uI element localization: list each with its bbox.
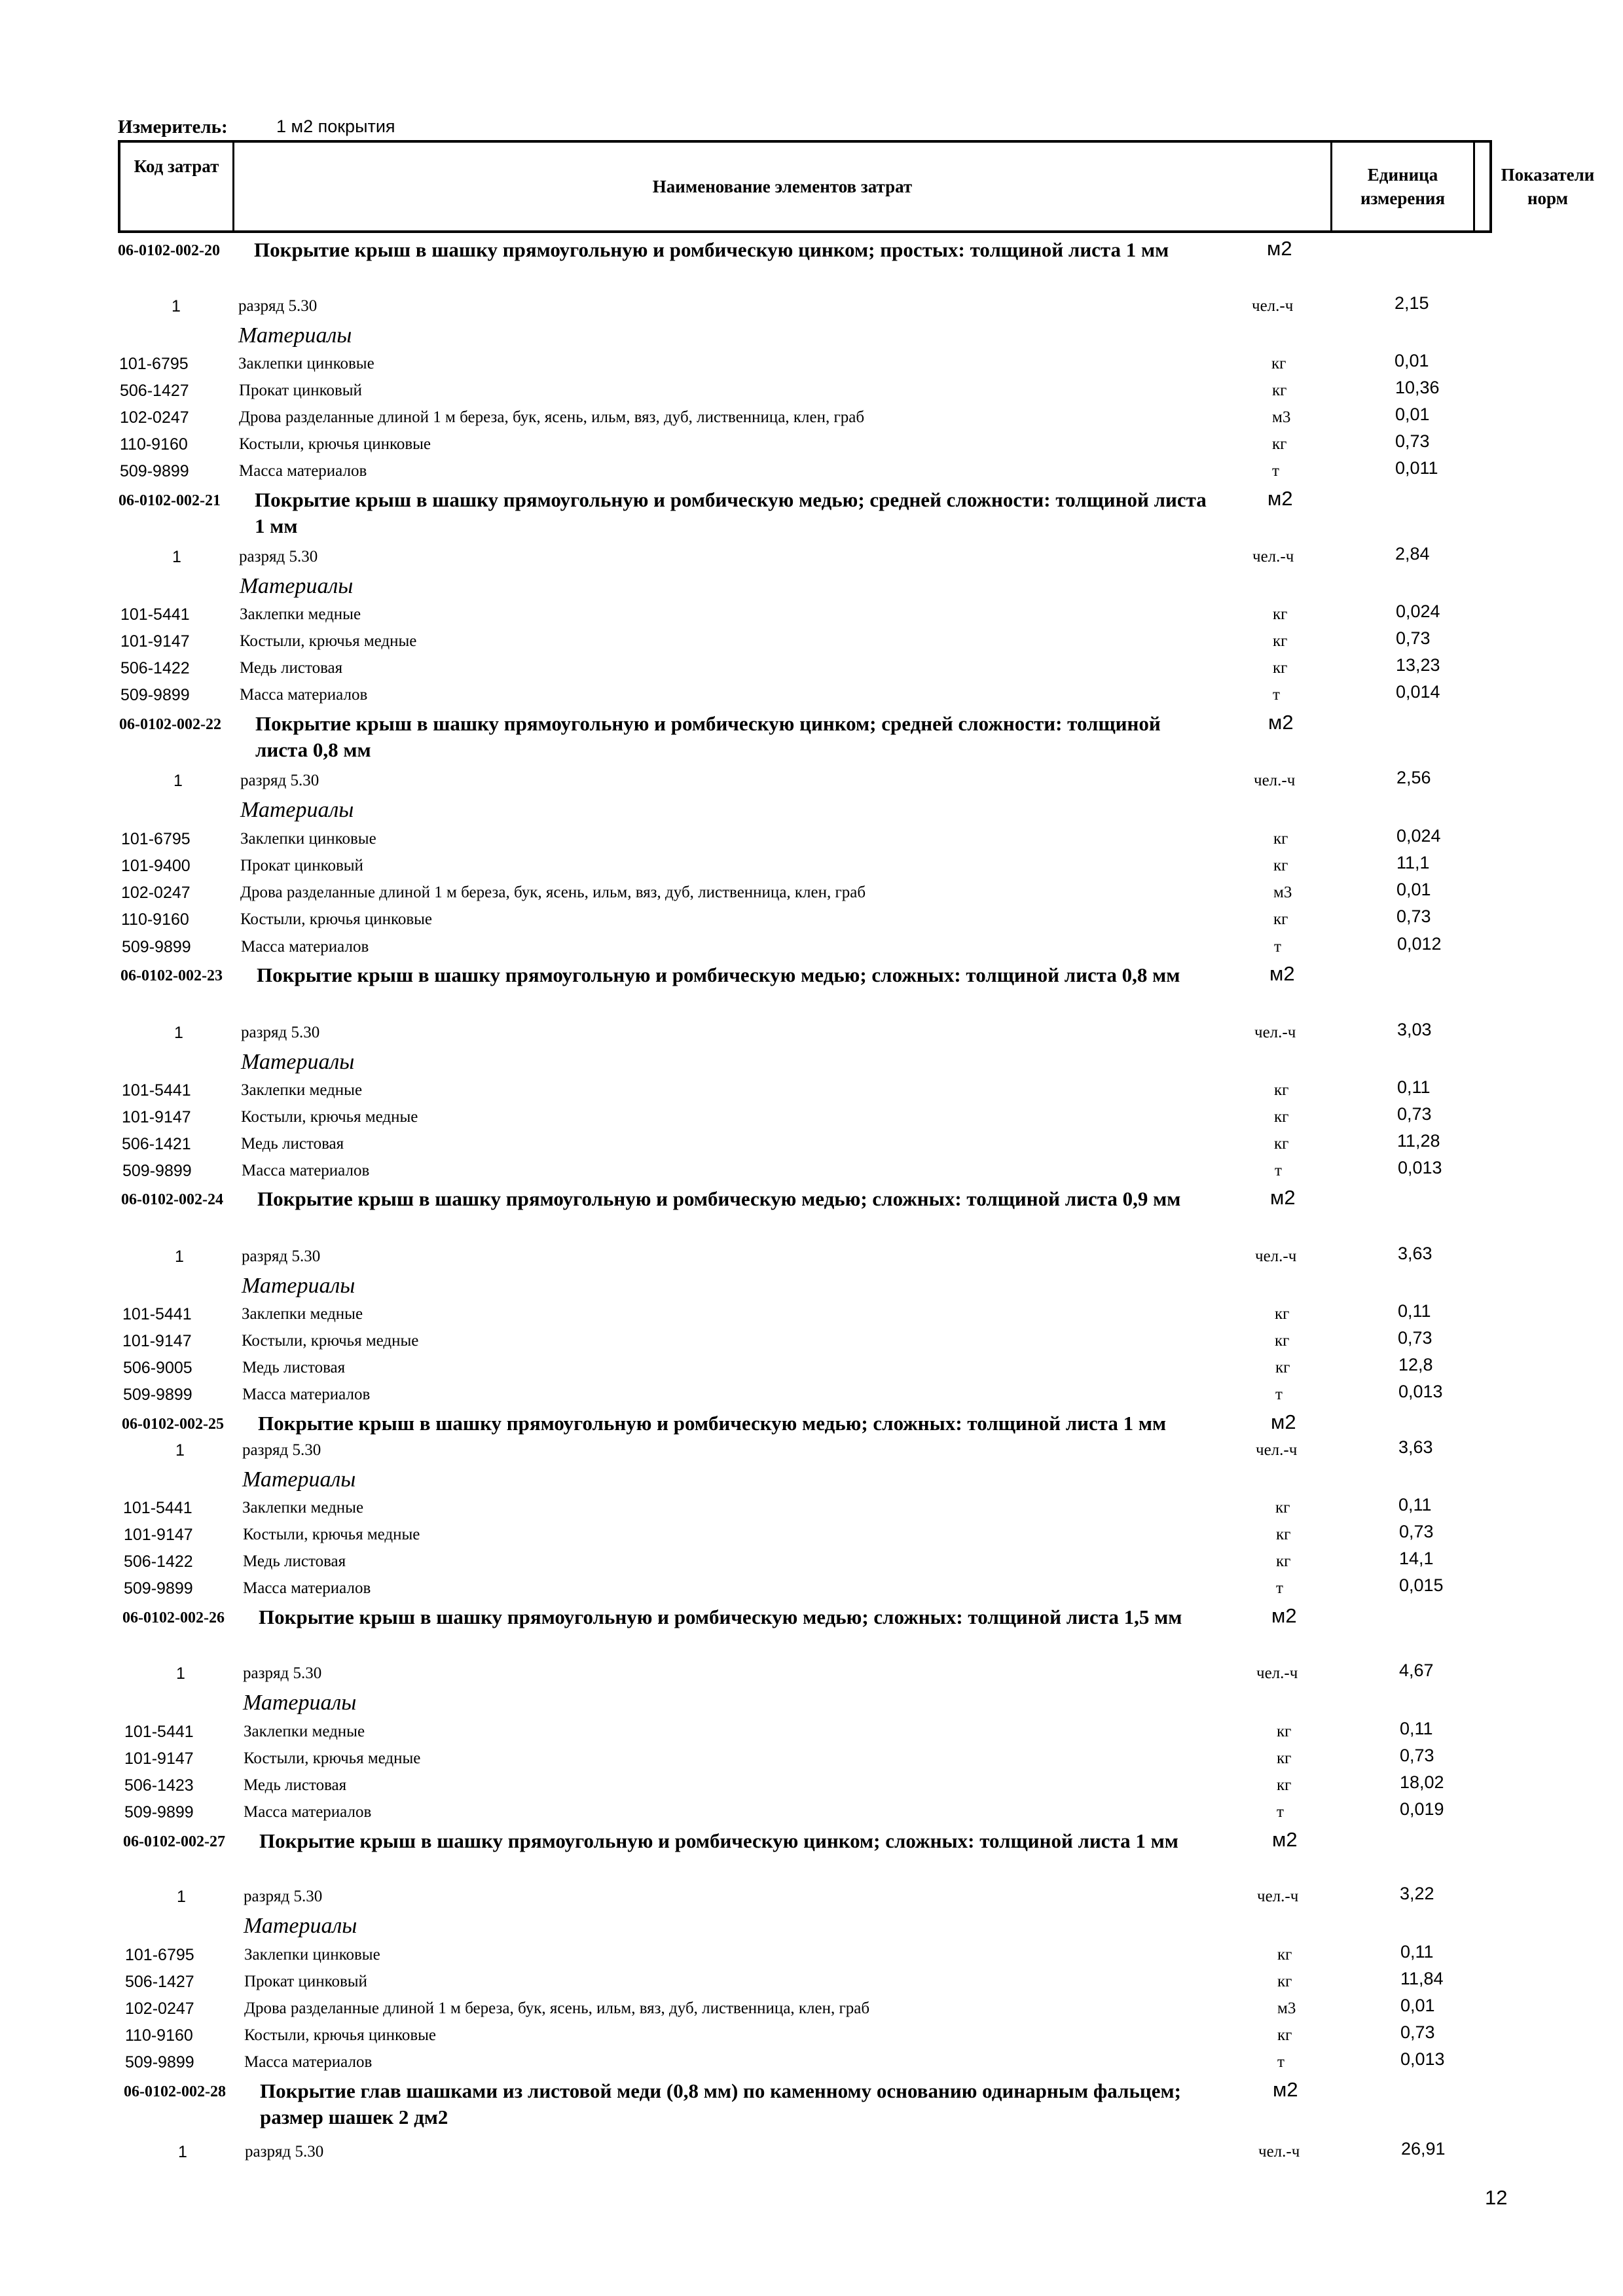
materials-heading: Материалы bbox=[244, 1914, 357, 1938]
row-unit: т bbox=[1277, 2053, 1285, 2071]
row-unit: кг bbox=[1277, 2026, 1292, 2044]
row-unit: кг bbox=[1275, 1359, 1290, 1376]
row-code: 509-9899 bbox=[122, 1162, 192, 1180]
row-code: 101-9147 bbox=[122, 1108, 191, 1126]
row-unit: м2 bbox=[1272, 1828, 1298, 1851]
row-unit: чел.-ч bbox=[1252, 548, 1294, 565]
row-name: Дрова разделанные длиной 1 м береза, бук, ясень, ильм, вяз, дуб, лиственница, клен, граб bbox=[244, 2000, 870, 2017]
row-unit: чел.-ч bbox=[1254, 1024, 1296, 1041]
row-name: Покрытие крыш в шашку прямоугольную и ромбическую цинком; простых: толщиной листа 1 мм bbox=[254, 238, 1169, 261]
row-unit: м2 bbox=[1271, 1410, 1296, 1433]
row-name: Костыли, крючья медные bbox=[244, 1749, 421, 1767]
row-value: 26,91 bbox=[1401, 2139, 1446, 2159]
row-value: 0,019 bbox=[1400, 1799, 1444, 1819]
row-name: Заклепки цинковые bbox=[240, 830, 376, 848]
row-unit: кг bbox=[1276, 1526, 1291, 1543]
row-code: 101-6795 bbox=[121, 830, 191, 848]
row-code: 509-9899 bbox=[125, 2053, 194, 2072]
row-name: Покрытие крыш в шашку прямоугольную и ромбическую медью; сложных: толщиной листа 0,8 мм bbox=[257, 963, 1180, 986]
row-value: 0,73 bbox=[1397, 1104, 1432, 1124]
row-name: Масса материалов bbox=[244, 2053, 373, 2071]
row-code: 102-0247 bbox=[120, 408, 189, 427]
row-name: разряд 5.30 bbox=[245, 2143, 324, 2161]
row-code: 101-6795 bbox=[119, 355, 189, 373]
row-code: 1 bbox=[175, 1441, 185, 1460]
row-value: 0,01 bbox=[1395, 351, 1429, 370]
row-name: разряд 5.30 bbox=[242, 1441, 321, 1459]
row-code: 06-0102-002-23 bbox=[120, 967, 223, 984]
row-name: разряд 5.30 bbox=[238, 297, 318, 315]
row-code: 1 bbox=[173, 772, 183, 790]
row-value: 2,56 bbox=[1396, 768, 1431, 787]
row-name: разряд 5.30 bbox=[243, 1664, 322, 1682]
materials-heading: Материалы bbox=[238, 323, 352, 348]
row-unit: кг bbox=[1275, 1305, 1290, 1323]
row-value: 0,013 bbox=[1398, 1382, 1443, 1401]
row-code: 101-5441 bbox=[122, 1305, 192, 1323]
row-code: 101-9147 bbox=[124, 1749, 194, 1768]
row-unit: кг bbox=[1273, 857, 1288, 874]
row-unit: т bbox=[1272, 462, 1279, 480]
row-name: Костыли, крючья цинковые bbox=[244, 2026, 437, 2044]
row-value: 0,73 bbox=[1395, 431, 1430, 451]
row-code: 509-9899 bbox=[123, 1386, 192, 1404]
row-unit: кг bbox=[1277, 1776, 1292, 1794]
row-name: Костыли, крючья медные bbox=[240, 632, 417, 650]
row-value: 18,02 bbox=[1400, 1772, 1444, 1792]
header-unit-line2: измерения bbox=[1360, 188, 1446, 208]
row-value: 0,73 bbox=[1400, 1746, 1434, 1765]
row-code: 506-1427 bbox=[125, 1973, 194, 1991]
row-name: Медь листовая bbox=[241, 1135, 344, 1153]
row-unit: м2 bbox=[1273, 2078, 1298, 2101]
row-unit: кг bbox=[1277, 1723, 1292, 1740]
row-code: 101-5441 bbox=[123, 1499, 192, 1517]
row-code: 06-0102-002-27 bbox=[123, 1833, 225, 1850]
row-code: 101-5441 bbox=[120, 605, 190, 624]
materials-heading: Материалы bbox=[240, 798, 354, 822]
row-value: 0,024 bbox=[1396, 826, 1441, 846]
row-code: 102-0247 bbox=[125, 2000, 194, 2018]
row-code: 06-0102-002-24 bbox=[121, 1191, 223, 1208]
row-code: 506-1421 bbox=[122, 1135, 191, 1153]
materials-heading: Материалы bbox=[243, 1691, 357, 1715]
row-code: 110-9160 bbox=[125, 2026, 193, 2045]
row-code: 101-5441 bbox=[124, 1723, 194, 1741]
row-unit: чел.-ч bbox=[1254, 772, 1296, 789]
row-name: Дрова разделанные длиной 1 м береза, бук, ясень, ильм, вяз, дуб, лиственница, клен, граб bbox=[239, 408, 865, 426]
row-value: 0,73 bbox=[1396, 628, 1431, 648]
row-code: 1 bbox=[177, 1888, 186, 1906]
row-code: 506-9005 bbox=[123, 1359, 192, 1377]
row-unit: т bbox=[1277, 1803, 1284, 1821]
row-value: 3,63 bbox=[1398, 1437, 1433, 1457]
row-name: Масса материалов bbox=[244, 1803, 372, 1821]
row-value: 0,024 bbox=[1396, 601, 1440, 621]
row-value: 10,36 bbox=[1395, 378, 1440, 397]
row-name: Масса материалов bbox=[242, 1162, 370, 1179]
row-name: Заклепки цинковые bbox=[238, 355, 374, 372]
row-unit: кг bbox=[1273, 605, 1288, 623]
row-value: 4,67 bbox=[1399, 1660, 1434, 1680]
row-code: 101-9147 bbox=[122, 1332, 192, 1350]
row-value: 2,84 bbox=[1395, 544, 1430, 564]
row-value: 0,01 bbox=[1395, 404, 1430, 424]
row-unit: т bbox=[1275, 1162, 1282, 1179]
row-unit: кг bbox=[1273, 659, 1288, 677]
row-value: 0,01 bbox=[1396, 880, 1431, 899]
row-code: 1 bbox=[172, 548, 181, 566]
row-name: Покрытие крыш в шашку прямоугольную и ромбическую цинком; средней сложности: толщиной листа 0,8 мм bbox=[255, 712, 1161, 761]
row-value: 0,11 bbox=[1400, 1942, 1434, 1962]
row-unit: чел.-ч bbox=[1256, 1664, 1298, 1682]
row-unit: кг bbox=[1275, 1332, 1290, 1350]
row-unit: кг bbox=[1277, 1946, 1292, 1964]
row-value: 13,23 bbox=[1396, 655, 1440, 675]
row-unit: чел.-ч bbox=[1252, 297, 1294, 315]
row-code: 06-0102-002-28 bbox=[124, 2083, 226, 2100]
header-code: Код затрат bbox=[120, 143, 234, 230]
row-value: 0,014 bbox=[1396, 682, 1440, 702]
row-name: Масса материалов bbox=[242, 1386, 371, 1403]
row-code: 509-9899 bbox=[122, 938, 191, 956]
row-code: 06-0102-002-22 bbox=[119, 716, 221, 733]
row-code: 101-9147 bbox=[124, 1526, 193, 1544]
row-name: Костыли, крючья медные bbox=[241, 1108, 418, 1126]
row-value: 0,013 bbox=[1398, 1158, 1442, 1177]
row-unit: м3 bbox=[1272, 408, 1291, 426]
row-unit: м2 bbox=[1267, 237, 1292, 260]
page-number: 12 bbox=[1485, 2186, 1508, 2209]
row-value: 0,11 bbox=[1398, 1301, 1431, 1321]
row-value: 0,013 bbox=[1400, 2049, 1445, 2069]
row-name: Покрытие крыш в шашку прямоугольную и ромбическую медью; средней сложности: толщиной листа 1 мм bbox=[255, 488, 1207, 537]
row-unit: кг bbox=[1276, 1552, 1291, 1570]
row-code: 506-1427 bbox=[120, 382, 189, 400]
row-unit: кг bbox=[1272, 382, 1287, 399]
row-name: Медь листовая bbox=[242, 1359, 346, 1376]
row-value: 0,73 bbox=[1396, 906, 1431, 926]
row-code: 1 bbox=[178, 2143, 187, 2161]
materials-heading: Материалы bbox=[242, 1274, 356, 1298]
row-value: 11,28 bbox=[1397, 1131, 1440, 1151]
row-name: Заклепки медные bbox=[242, 1305, 363, 1323]
row-unit: чел.-ч bbox=[1256, 1441, 1298, 1459]
row-name: Покрытие крыш в шашку прямоугольную и ромбическую медью; сложных: толщиной листа 1 мм bbox=[258, 1412, 1167, 1435]
row-value: 0,011 bbox=[1395, 458, 1438, 478]
row-value: 0,015 bbox=[1399, 1575, 1444, 1595]
row-code: 102-0247 bbox=[121, 884, 191, 902]
row-unit: м2 bbox=[1268, 711, 1294, 734]
meter-label: Измеритель: bbox=[118, 117, 228, 137]
row-code: 509-9899 bbox=[124, 1803, 194, 1821]
row-value: 0,11 bbox=[1398, 1495, 1432, 1515]
row-code: 509-9899 bbox=[120, 686, 190, 704]
row-name: разряд 5.30 bbox=[241, 1024, 320, 1041]
row-name: Масса материалов bbox=[239, 462, 367, 480]
row-code: 06-0102-002-25 bbox=[122, 1416, 224, 1433]
row-name: Покрытие глав шашками из листовой меди (0,8 мм) по каменному основанию одинарным фальцем; размер шашек 2 дм2 bbox=[260, 2079, 1181, 2128]
row-name: Заклепки медные bbox=[244, 1723, 365, 1740]
row-name: Заклепки медные bbox=[240, 605, 361, 623]
row-code: 101-6795 bbox=[125, 1946, 194, 1964]
row-unit: кг bbox=[1272, 435, 1287, 453]
row-unit: кг bbox=[1274, 1081, 1289, 1099]
row-unit: чел.-ч bbox=[1258, 2143, 1300, 2161]
row-value: 11,84 bbox=[1400, 1969, 1444, 1988]
row-name: Заклепки медные bbox=[242, 1499, 364, 1516]
row-value: 0,11 bbox=[1400, 1719, 1433, 1738]
row-name: Заклепки цинковые bbox=[244, 1946, 380, 1964]
row-name: Покрытие крыш в шашку прямоугольную и ромбическую медью; сложных: толщиной листа 1,5 мм bbox=[259, 1605, 1182, 1628]
row-unit: т bbox=[1273, 686, 1280, 704]
row-code: 506-1423 bbox=[124, 1776, 194, 1795]
row-code: 506-1422 bbox=[124, 1552, 193, 1571]
row-name: Медь листовая bbox=[243, 1552, 346, 1570]
header-norm-line1: Показатели bbox=[1501, 164, 1595, 185]
header-unit-line1: Единица bbox=[1367, 164, 1438, 185]
row-code: 06-0102-002-26 bbox=[122, 1609, 225, 1626]
materials-heading: Материалы bbox=[242, 1467, 356, 1492]
header-name: Наименование элементов затрат bbox=[234, 143, 1332, 230]
row-name: Покрытие крыш в шашку прямоугольную и ромбическую цинком; сложных: толщиной листа 1 мм bbox=[259, 1829, 1178, 1852]
row-name: Дрова разделанные длиной 1 м береза, бук, ясень, ильм, вяз, дуб, лиственница, клен, граб bbox=[240, 884, 866, 901]
row-unit: кг bbox=[1273, 910, 1288, 928]
row-name: Масса материалов bbox=[240, 686, 368, 704]
row-value: 12,8 bbox=[1398, 1355, 1433, 1374]
row-name: разряд 5.30 bbox=[242, 1247, 321, 1265]
row-code: 06-0102-002-20 bbox=[118, 242, 220, 259]
row-unit: м3 bbox=[1273, 884, 1292, 901]
row-name: Прокат цинковый bbox=[244, 1973, 367, 1990]
row-unit: м2 bbox=[1270, 1186, 1296, 1209]
row-name: Костыли, крючья цинковые bbox=[240, 910, 433, 928]
row-unit: м2 bbox=[1267, 487, 1293, 510]
row-value: 0,73 bbox=[1398, 1328, 1432, 1348]
header-norm-line2: норм bbox=[1527, 188, 1569, 208]
row-unit: чел.-ч bbox=[1257, 1888, 1299, 1905]
row-unit: кг bbox=[1271, 355, 1286, 372]
row-unit: м2 bbox=[1271, 1604, 1297, 1627]
row-name: Медь листовая bbox=[240, 659, 343, 677]
meter-value: 1 м2 покрытия bbox=[276, 117, 395, 136]
row-code: 110-9160 bbox=[120, 435, 188, 454]
row-value: 0,11 bbox=[1397, 1077, 1431, 1097]
row-code: 509-9899 bbox=[120, 462, 189, 480]
row-value: 2,15 bbox=[1395, 293, 1429, 313]
row-name: Костыли, крючья медные bbox=[243, 1526, 420, 1543]
row-name: Костыли, крючья медные bbox=[242, 1332, 419, 1350]
row-unit: т bbox=[1274, 938, 1281, 956]
row-code: 101-9400 bbox=[121, 857, 191, 875]
row-unit: кг bbox=[1277, 1973, 1292, 1990]
row-value: 0,73 bbox=[1400, 2022, 1435, 2042]
row-value: 0,01 bbox=[1400, 1996, 1435, 2015]
row-unit: т bbox=[1275, 1386, 1283, 1403]
row-unit: кг bbox=[1274, 1135, 1289, 1153]
row-unit: м3 bbox=[1277, 2000, 1296, 2017]
row-value: 11,1 bbox=[1396, 853, 1430, 872]
row-code: 110-9160 bbox=[121, 910, 189, 929]
row-unit: т bbox=[1276, 1579, 1283, 1597]
row-unit: кг bbox=[1277, 1749, 1292, 1767]
row-name: Покрытие крыш в шашку прямоугольную и ромбическую медью; сложных: толщиной листа 0,9 мм bbox=[257, 1187, 1181, 1210]
row-code: 06-0102-002-21 bbox=[119, 492, 221, 509]
row-value: 3,22 bbox=[1400, 1884, 1434, 1903]
row-name: разряд 5.30 bbox=[244, 1888, 323, 1905]
row-name: Масса материалов bbox=[241, 938, 369, 956]
row-unit: кг bbox=[1273, 632, 1288, 650]
row-value: 14,1 bbox=[1399, 1549, 1434, 1568]
row-code: 509-9899 bbox=[124, 1579, 193, 1598]
row-value: 3,03 bbox=[1397, 1020, 1432, 1039]
row-name: Прокат цинковый bbox=[240, 857, 363, 874]
row-code: 1 bbox=[175, 1247, 184, 1266]
row-name: Заклепки медные bbox=[241, 1081, 363, 1099]
row-code: 1 bbox=[174, 1024, 183, 1042]
row-code: 101-9147 bbox=[120, 632, 190, 651]
row-name: Медь листовая bbox=[244, 1776, 347, 1794]
row-unit: кг bbox=[1274, 1108, 1289, 1126]
row-unit: м2 bbox=[1269, 962, 1295, 985]
row-name: разряд 5.30 bbox=[240, 772, 319, 789]
row-name: Костыли, крючья цинковые bbox=[239, 435, 431, 453]
row-unit: чел.-ч bbox=[1255, 1247, 1297, 1265]
row-code: 1 bbox=[176, 1664, 185, 1683]
row-code: 101-5441 bbox=[122, 1081, 191, 1100]
row-code: 506-1422 bbox=[120, 659, 190, 677]
row-value: 0,012 bbox=[1397, 934, 1442, 954]
materials-heading: Материалы bbox=[241, 1050, 355, 1074]
row-name: Прокат цинковый bbox=[239, 382, 362, 399]
row-code: 1 bbox=[172, 297, 181, 315]
row-unit: кг bbox=[1273, 830, 1288, 848]
row-value: 0,73 bbox=[1399, 1522, 1434, 1541]
row-name: разряд 5.30 bbox=[239, 548, 318, 565]
row-value: 3,63 bbox=[1398, 1244, 1432, 1263]
materials-heading: Материалы bbox=[240, 574, 354, 598]
row-unit: кг bbox=[1275, 1499, 1290, 1516]
row-name: Масса материалов bbox=[243, 1579, 371, 1597]
